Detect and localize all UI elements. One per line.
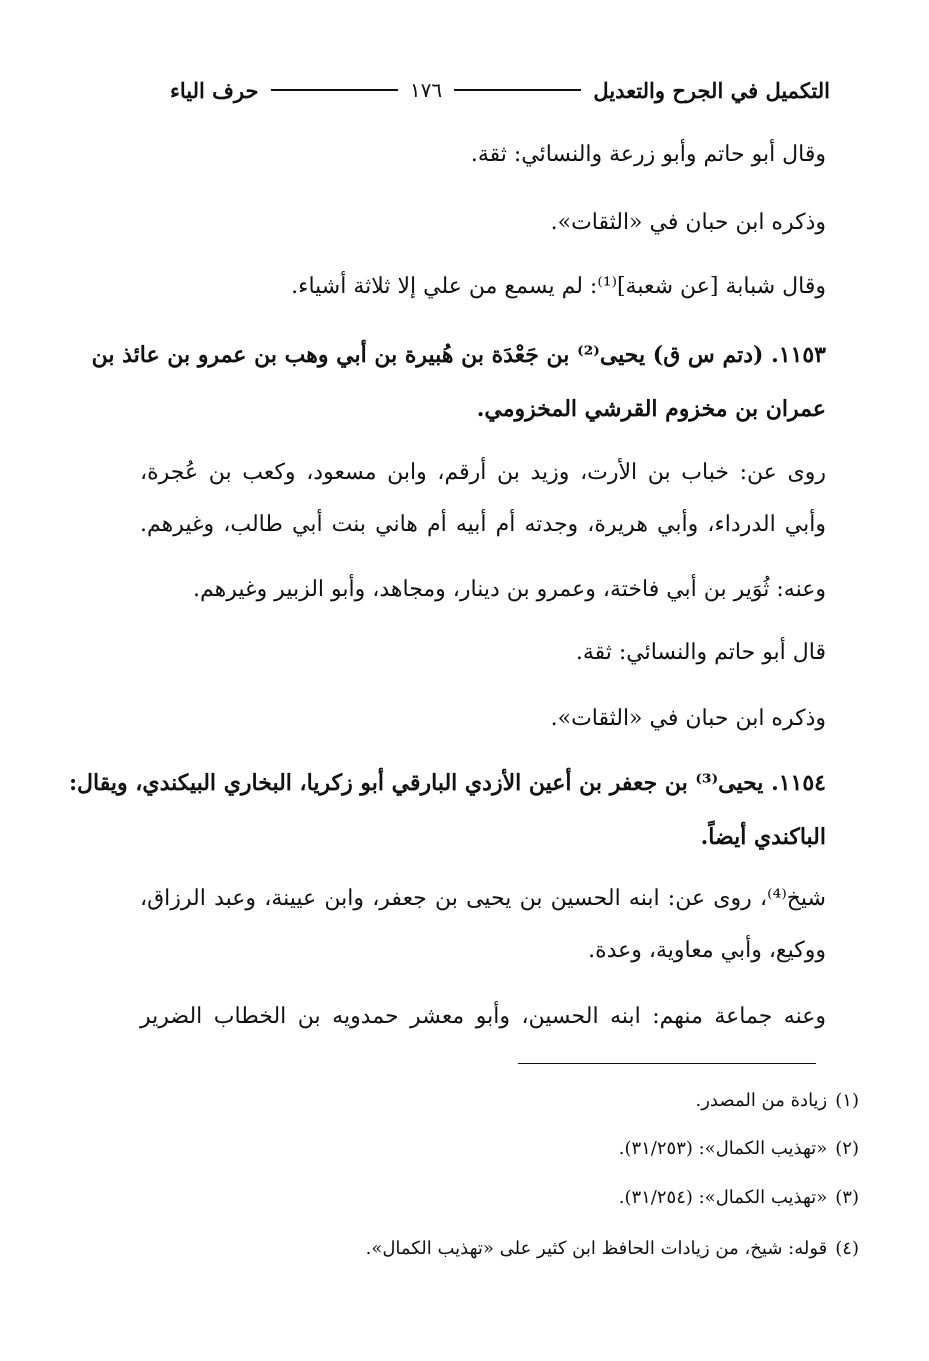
paragraph: وأبي الدرداء، وأبي هريرة، وجدته أم أبيه أم هاني بنت أبي طالب، وغيرهم. xyxy=(140,512,826,537)
footnote-number: (٣) xyxy=(835,1187,859,1208)
footnote-text: «تهذيب الكمال»: (٣١/٢٥٤). xyxy=(618,1187,828,1208)
footnote xyxy=(695,1088,859,1114)
footnote-text: قوله: شيخ، من زيادات الحافظ ابن كثير على «تهذيب الكمال». xyxy=(365,1238,828,1259)
paragraph: روى عن: خباب بن الأرت، وزيد بن أرقم، وابن مسعود، وكعب بن عُجرة، xyxy=(140,460,826,485)
footnote xyxy=(619,1185,859,1211)
footnote xyxy=(366,1236,859,1262)
entry-heading: ١١٥٣. (دتم س ق) يحيى⁽²⁾ بن جَعْدَة بن هُبيرة بن أبي وهب بن عمرو بن عائذ بن xyxy=(91,342,826,368)
paragraph: قال أبو حاتم والنسائي: ثقة. xyxy=(575,640,826,665)
book-title: التكميل في الجرح والتعديل xyxy=(593,77,830,103)
paragraph: ووكيع، وأبي معاوية، وعدة. xyxy=(588,938,826,963)
paragraph: وذكره ابن حبان في «الثقات». xyxy=(550,210,826,235)
entry-heading: ١١٥٤. يحيى⁽³⁾ بن جعفر بن أعين الأزدي البارقي أبو زكريا، البخاري البيكندي، ويقال: xyxy=(68,770,826,796)
footnote-text: زيادة من المصدر. xyxy=(695,1090,828,1111)
footnote-number: (٢) xyxy=(835,1138,859,1159)
paragraph: وقال أبو حاتم وأبو زرعة والنسائي: ثقة. xyxy=(470,142,826,167)
header-dash xyxy=(271,89,398,91)
footnote xyxy=(619,1136,859,1162)
footnote-number: (١) xyxy=(835,1090,859,1111)
chapter-title: حرف الياء xyxy=(170,77,259,103)
footnote-rule xyxy=(518,1063,816,1064)
paragraph: وعنه: ثُوَير بن أبي فاختة، وعمرو بن دينار، ومجاهد، وأبو الزبير وغيرهم. xyxy=(193,577,826,602)
paragraph: وذكره ابن حبان في «الثقات». xyxy=(550,706,826,731)
entry-heading-cont: عمران بن مخزوم القرشي المخزومي. xyxy=(476,396,826,422)
paragraph: شيخ⁽⁴⁾، روى عن: ابنه الحسين بن يحيى بن جعفر، وابن عيينة، وعبد الرزاق، xyxy=(140,886,826,911)
page-number: ١٧٦ xyxy=(409,78,443,102)
footnote-text: «تهذيب الكمال»: (٣١/٢٥٣). xyxy=(618,1138,828,1159)
footnote-number: (٤) xyxy=(835,1238,859,1259)
running-header xyxy=(170,72,830,108)
paragraph: وعنه جماعة منهم: ابنه الحسين، وأبو معشر حمدويه بن الخطاب الضرير xyxy=(140,1004,826,1029)
paragraph: وقال شبابة [عن شعبة]⁽¹⁾: لم يسمع من علي إلا ثلاثة أشياء. xyxy=(291,274,826,299)
entry-heading-cont: الباكندي أيضاً. xyxy=(700,824,826,850)
header-dash xyxy=(454,89,581,91)
